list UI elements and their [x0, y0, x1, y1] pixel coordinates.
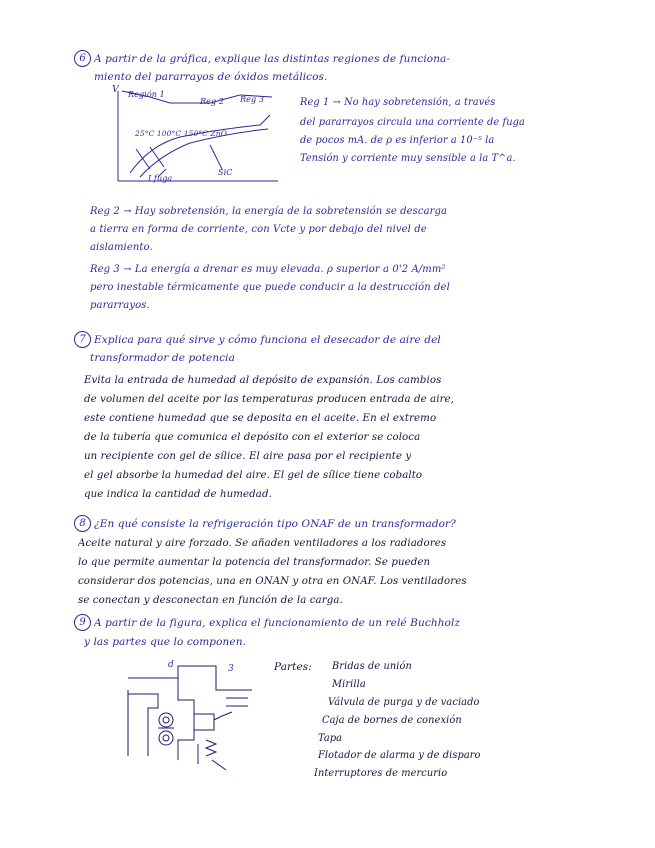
relay-spring: [206, 740, 216, 756]
q7-body-line4: de la tubería que comunica el depósito con el exterior se coloca: [84, 432, 421, 443]
relay-bottom-line-2: [212, 760, 226, 770]
float-upper: [159, 713, 173, 727]
relay-inner-wall: [178, 678, 194, 760]
reg3-line1: Reg 3 → La energía a drenar es muy elevada. ρ superior a 0'2 A/mm²: [90, 264, 446, 275]
reg3-line3: pararrayos.: [90, 300, 150, 311]
q7-title-line2: transformador de potencia: [90, 352, 236, 364]
q7-body-line1: Evita la entrada de humedad al depósito de expansión. Los cambios: [84, 375, 442, 386]
relay-chamber: [194, 714, 214, 730]
q9-part-4: Caja de bornes de conexión: [322, 715, 462, 726]
q8-body-line1: Aceite natural y aire forzado. Se añaden ventiladores a los radiadores: [78, 538, 447, 549]
reg1-line1: Reg 1 → No hay sobretensión, a través: [300, 97, 496, 108]
graph-curve-labels: 25°C 100°C 150°C ZnO: [135, 129, 227, 138]
q9-part-6: Flotador de alarma y de disparo: [318, 750, 481, 761]
zno-curve: [130, 115, 270, 173]
q7-body-line3: este contiene humedad que se deposita en el aceite. En el extremo: [84, 413, 437, 424]
q7-body-line6: el gel absorbe la humedad del aire. El gel de sílice tiene cobalto: [84, 470, 423, 481]
relay-left-wall: [128, 694, 158, 756]
q9-title-line1: A partir de la figura, explica el funcionamiento de un relé Buchholz: [94, 617, 461, 629]
q9-part-7: Interruptores de mercurio: [314, 768, 448, 779]
reg1-line3: de pocos mA. de ρ es inferior a 10⁻⁵ la: [300, 135, 495, 146]
q7-title-line1: Explica para qué sirve y cómo funciona el desecador de aire del: [94, 334, 441, 346]
q8-body-line4: se conectan y desconectan en función de la carga.: [78, 595, 343, 606]
reg2-line3: aislamiento.: [90, 242, 153, 253]
graph-region1-label: Región 1: [128, 90, 165, 99]
reg2-line1: Reg 2 → Hay sobretensión, la energía de la sobretensión se descarga: [90, 206, 448, 217]
question-number-7: 7: [74, 331, 91, 348]
buchholz-relay-sketch: [122, 660, 262, 772]
q7-body-line7: que indica la cantidad de humedad.: [84, 489, 272, 500]
q9-parts-label: Partes:: [274, 661, 312, 673]
reg3-line2: pero inestable térmicamente que puede conducir a la destrucción del: [90, 282, 450, 293]
reg1-line2: del pararrayos circula una corriente de fuga: [300, 117, 525, 128]
q9-part-2: Mirilla: [332, 679, 366, 690]
question-number-6: 6: [74, 50, 91, 67]
q8-body-line3: considerar dos potencias, una en ONAN y otra en ONAF. Los ventiladores: [78, 576, 467, 587]
q8-title: ¿En qué consiste la refrigeración tipo ONAF de un transformador?: [94, 518, 456, 530]
q8-body-line2: lo que permite aumentar la potencia del transformador. Se pueden: [78, 557, 431, 568]
float-upper-core: [163, 717, 169, 723]
float-lower-core: [163, 735, 169, 741]
question-number-8: 8: [74, 515, 91, 532]
graph-sic-label: SiC: [218, 168, 233, 177]
graph-region2-label: Reg 2: [200, 97, 225, 106]
q9-title-line2: y las partes que lo componen.: [84, 636, 247, 648]
graph-region3-label: Reg 3: [240, 95, 265, 104]
relay-arm: [214, 712, 232, 720]
q9-part-5: Tapa: [318, 733, 343, 744]
q9-part-3: Válvula de purga y de vaciado: [328, 697, 480, 708]
graph-v-axis-label: V: [112, 84, 119, 95]
curve-tick-100: [150, 147, 164, 167]
q7-body-line5: un recipiente con gel de sílice. El aire pasa por el recipiente y: [84, 451, 412, 462]
q9-part-1: Bridas de unión: [332, 661, 412, 672]
q7-body-line2: de volumen del aceite por las temperaturas producen entrada de aire,: [84, 394, 455, 405]
graph-ifuga-label: I fuga: [148, 174, 173, 183]
curve-tick-25: [136, 149, 150, 169]
figure-label-3: 3: [228, 664, 234, 674]
reg2-line2: a tierra en forma de corriente, con Vcte y por debajo del nivel de: [90, 224, 427, 235]
reg1-line4: Tensión y corriente muy sensible a la T^a.: [300, 153, 516, 164]
q6-title-line1: A partir de la gráfica, explique las distintas regiones de funciona-: [94, 53, 451, 65]
figure-label-d: d: [168, 660, 174, 670]
float-lower: [159, 731, 173, 745]
q6-title-line2: miento del pararrayos de óxidos metálicos.: [94, 71, 328, 83]
question-number-9: 9: [74, 614, 91, 631]
